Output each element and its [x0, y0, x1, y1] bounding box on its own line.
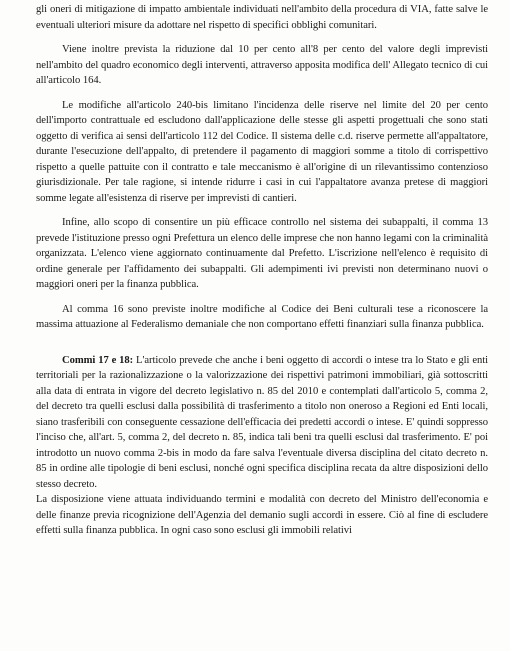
paragraph-commi-17-18 — [36, 353, 488, 493]
paragraph-via: gli oneri di mitigazione di impatto ambientale individuati nell'ambito della procedura di VIA, fatte salve le eventuali ulteriori misure da adottare nel rispetto di specifici obblighi comunitari. — [36, 4, 488, 31]
section-body: L'articolo prevede che anche i beni oggetto di accordi o intese tra lo Stato e gli enti territoriali per la razionalizzazione o la valorizzazione dei rispettivi patrimoni immobiliari, già sottoscritti alla data di entrata in vigore del decreto legislativo n. 85 del 2010 e contemplati dall'articolo 5, comma 2, del decreto tra quelli esclusi dalla possibilità di trasferimento a titolo non oneroso a Regioni ed Enti locali, siano trasferibili con conseguente cessazione dell'efficacia dei predetti accordi o intese. E' quindi soppresso l'inciso che, all'art. 5, comma 2, del decreto n. 85, indica tali beni tra quelli esclusi dal trasferimento. E' poi introdotto un nuovo comma 2-bis in modo da fare salva l'eventuale diversa disciplina del citato decreto n. 85 in ordine alle tipologie di beni esclusi, nonché ogni specifica disciplina recata da altre disposizioni dello stesso decreto. — [36, 354, 489, 490]
paragraph-imprevisti: Viene inoltre prevista la riduzione dal 10 per cento all'8 per cento del valore degli imprevisti nell'ambito del quadro economico degli interventi, attraverso apposita modifica dell' Allegato tecnico di cui all'articolo 164. — [36, 44, 488, 86]
paragraph-beni-culturali: Al comma 16 sono previste inoltre modifiche al Codice dei Beni culturali tese a riconoscere la massima attuazione al Federalismo demaniale che non comportano effetti finanziari sulla finanza pubblica. — [36, 303, 488, 330]
paragraph-riserve: Le modifiche all'articolo 240-bis limitano l'incidenza delle riserve nel limite del 20 per cento dell'importo contrattuale ed escludono dall'applicazione delle stesse gli aspetti progettuali che sono stati oggetto di verifica ai sensi dell'articolo 112 del Codice. Il sistema delle c.d. riserve permette all'appaltatore, durante l'esecuzione dell'appalto, di pretendere il pagamento di maggiori somme a titolo di corrispettivo rispetto a quelle pattuite con il contratto e tale meccanismo è all'origine di un rilevantissimo contenzioso giurisdizionale. Per tale ragione, si intende ridurre i casi in cui l'appaltatore avanza pretese di maggiori somme legate all'esistenza di riserve per imprevisti di cantieri. — [36, 99, 488, 204]
section-heading: Commi 17 e 18: — [62, 354, 134, 366]
document-body — [36, 2, 488, 539]
paragraph-subappalti: Infine, allo scopo di consentire un più efficace controllo nel sistema dei subappalti, il comma 13 prevede l'istituzione presso ogni Prefettura un elenco delle imprese che non hanno legami con la criminalità organizzata. L'elenco viene aggiornato continuamente dal Prefetto. L'iscrizione nell'elenco è requisito di ordine generale per l'affidamento dei subappalti. Gli adempimenti ivi previsti non determinano nuovi o maggiori oneri per la finanza pubblica. — [36, 217, 488, 290]
paragraph-disposizione: La disposizione viene attuata individuando termini e modalità con decreto del Ministro dell'economia e delle finanze previa ricognizione dell'Agenzia del demanio sugli accordi in essere. Ciò al fine di escludere effetti sulla finanza pubblica. In ogni caso sono esclusi gli immobili relativi — [36, 494, 488, 536]
